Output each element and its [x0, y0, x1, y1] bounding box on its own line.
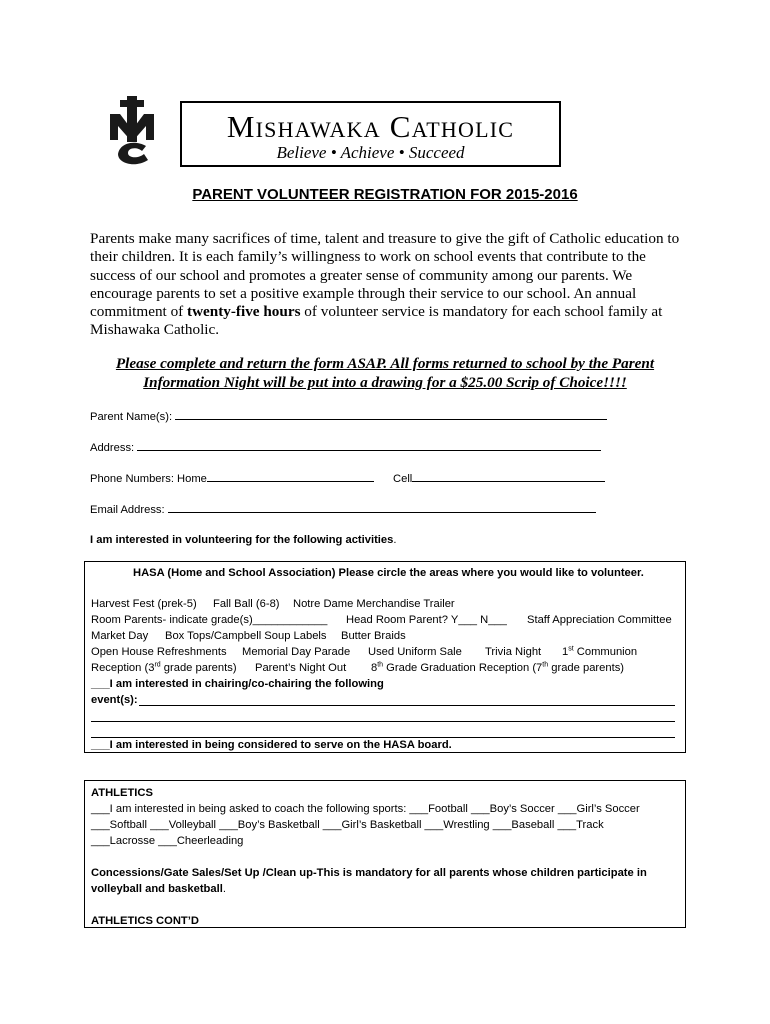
email-label: Email Address:	[90, 504, 165, 516]
reception-text-b: grade parents)	[160, 662, 237, 674]
concessions-note-line-1: Concessions/Gate Sales/Set Up /Clean up-This is mandatory for all parents whose children participate in	[91, 867, 647, 879]
intro-text-1: Parents make many sacrifices of time, talent and treasure to give the gift of Catholic education to their children. It is each family’s willingness to work on school events that contribute to the success of our school and promotes a greater sense of community among our parents. We encourage parents to set a positive example through their service to our school. An annual commitment of	[90, 230, 680, 321]
chairing-events-line-1[interactable]	[139, 705, 675, 706]
parent-names-label: Parent Name(s):	[90, 411, 173, 423]
hasa-board-interest[interactable]: ___I am interested in being considered to serve on the HASA board.	[91, 739, 452, 751]
option-parents-night-out[interactable]: Parent’s Night Out	[255, 662, 347, 674]
option-first-communion-reception[interactable]	[562, 645, 637, 659]
school-name: Mishawaka Catholic	[226, 109, 515, 144]
option-box-tops[interactable]: Box Tops/Campbell Soup Labels	[165, 630, 327, 642]
grad-text-2: grade parents)	[548, 662, 625, 674]
option-used-uniform[interactable]: Used Uniform Sale	[368, 646, 462, 658]
option-room-parents[interactable]: Room Parents- indicate grade(s)____________	[91, 614, 328, 626]
parent-names-input-line[interactable]	[175, 409, 607, 420]
reception-text-a: Reception (3	[91, 662, 155, 674]
athletics-section	[84, 780, 686, 928]
hasa-section	[84, 561, 686, 753]
grad-sup-2: th	[542, 661, 549, 669]
athletics-heading: ATHLETICS	[91, 787, 153, 799]
phone-cell-label: Cell	[393, 473, 413, 485]
form-title: PARENT VOLUNTEER REGISTRATION FOR 2015-2016	[192, 186, 578, 203]
drawing-notice: Please complete and return the form ASAP. All forms returned to school by the Parent Information Night will be put into a drawing for a $25.00 Scrip of Choice!!!!	[115, 355, 655, 391]
concessions-note-line-2	[91, 882, 226, 896]
address-input-line[interactable]	[137, 440, 601, 451]
coaching-interest[interactable]: ___I am interested in being asked to coach the following sports: ___Football ___Boy’s Soccer ___Girl’s Soccer	[91, 803, 640, 815]
option-harvest-fest[interactable]: Harvest Fest (prek-5)	[91, 598, 197, 610]
school-name-banner	[180, 101, 561, 167]
school-crest-logo	[106, 96, 158, 166]
option-fall-ball[interactable]: Fall Ball (6-8)	[213, 598, 280, 610]
sports-row-2[interactable]: ___Softball ___Volleyball ___Boy’s Basketball ___Girl’s Basketball ___Wrestling ___Baseball ___Track	[91, 819, 604, 831]
grad-num: 8	[371, 662, 378, 674]
option-butter-braids[interactable]: Butter Braids	[341, 630, 406, 642]
parent-names-field	[90, 409, 607, 424]
sports-row-3[interactable]: ___Lacrosse ___Cheerleading	[91, 835, 244, 847]
interest-heading	[90, 534, 396, 546]
option-open-house[interactable]: Open House Refreshments	[91, 646, 227, 658]
communion-num: 1	[562, 646, 569, 658]
interest-heading-text: I am interested in volunteering for the following activities	[90, 534, 394, 546]
phone-home-input-line[interactable]	[207, 471, 374, 482]
option-graduation-reception[interactable]	[371, 661, 624, 675]
email-input-line[interactable]	[168, 502, 596, 513]
option-reception-3rd[interactable]	[91, 661, 237, 675]
address-label: Address:	[90, 442, 135, 454]
interest-heading-period: .	[393, 534, 397, 546]
phone-cell-input-line[interactable]	[412, 471, 605, 482]
option-trivia-night[interactable]: Trivia Night	[485, 646, 542, 658]
option-notre-dame-trailer[interactable]: Notre Dame Merchandise Trailer	[293, 598, 455, 610]
hasa-heading: HASA (Home and School Association) Please circle the areas where you would like to volunteer.	[133, 567, 644, 579]
option-market-day[interactable]: Market Day	[91, 630, 149, 642]
address-field	[90, 440, 601, 455]
school-motto: Believe • Achieve • Succeed	[276, 143, 465, 162]
chairing-events-label: event(s):	[91, 694, 138, 706]
email-field	[90, 502, 596, 517]
athletics-continued: ATHLETICS CONT’D	[91, 915, 199, 927]
option-memorial-day[interactable]: Memorial Day Parade	[242, 646, 351, 658]
phone-field	[90, 471, 605, 486]
concessions-line-2-text: volleyball and basketball	[91, 883, 223, 895]
chairing-events-line-2[interactable]	[91, 721, 675, 722]
reception-sup: rd	[154, 661, 161, 669]
concessions-period: .	[222, 883, 226, 895]
grad-text: Grade Graduation Reception (7	[383, 662, 543, 674]
grad-sup: th	[377, 661, 384, 669]
chairing-interest[interactable]: ___I am interested in chairing/co-chairing the following	[91, 678, 384, 690]
communion-sup: st	[568, 645, 574, 653]
intro-paragraph	[90, 230, 690, 340]
option-staff-appreciation[interactable]: Staff Appreciation Committee	[527, 614, 672, 626]
intro-emphasis: twenty-five hours	[187, 303, 301, 321]
communion-text: Communion	[573, 646, 638, 658]
option-head-room-parent[interactable]: Head Room Parent? Y___ N___	[346, 614, 507, 626]
phone-home-label: Phone Numbers: Home	[90, 473, 207, 485]
intro-text-2: of volunteer service is mandatory for each school family at Mishawaka Catholic.	[90, 303, 663, 339]
